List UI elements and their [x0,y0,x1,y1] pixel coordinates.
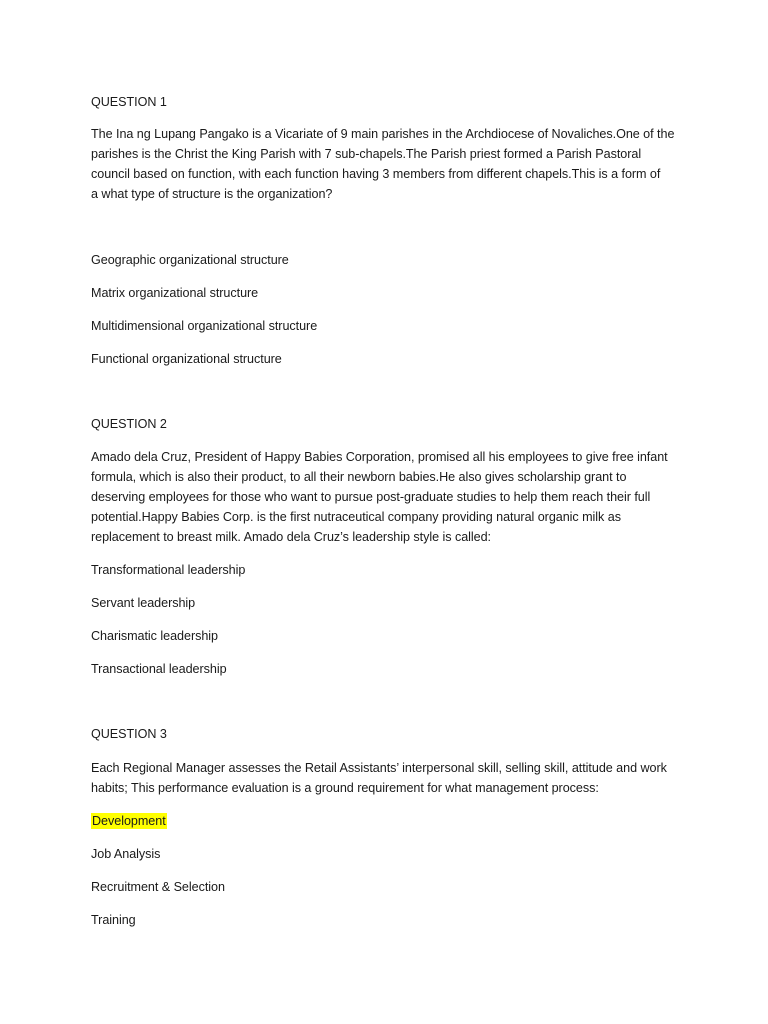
question-1-option-c: Multidimensional organizational structure [91,319,318,333]
question-2-body-line: deserving employees for those who want to pursue post-graduate studies to help them reach their full [91,490,651,504]
question-2-heading: QUESTION 2 [91,417,167,431]
question-1-body-line: a what type of structure is the organization? [91,187,333,201]
question-3-option-b: Job Analysis [91,847,161,861]
question-3-option-c: Recruitment & Selection [91,880,225,894]
question-3-body-line: Each Regional Manager assesses the Retail Assistants’ interpersonal skill, selling skill, attitude and work [91,761,667,775]
question-3-heading: QUESTION 3 [91,727,167,741]
question-1-option-a: Geographic organizational structure [91,253,289,267]
question-2-option-b: Servant leadership [91,596,196,610]
question-2-body-line: formula, which is also their product, to all their newborn babies.He also gives scholarship grant to [91,470,627,484]
question-2-body-line: potential.Happy Babies Corp. is the first nutraceutical company providing natural organic milk as [91,510,621,524]
question-1-body-line: parishes is the Christ the King Parish with 7 sub-chapels.The Parish priest formed a Parish Pastoral [91,147,642,161]
question-3-option-a [91,811,167,831]
question-1-option-b: Matrix organizational structure [91,286,259,300]
question-2-option-a: Transformational leadership [91,563,246,577]
question-2-body-line: replacement to breast milk. Amado dela Cruz’s leadership style is called: [91,530,492,544]
question-1-heading: QUESTION 1 [91,95,167,109]
question-1-option-d: Functional organizational structure [91,352,282,366]
question-2-body-line: Amado dela Cruz, President of Happy Babies Corporation, promised all his employees to give free infant [91,450,668,464]
question-3-body [91,758,681,798]
question-1-body-line: council based on function, with each function having 3 members from different chapels.This is a form of [91,167,661,181]
question-1-body-line: The Ina ng Lupang Pangako is a Vicariate of 9 main parishes in the Archdiocese of Novaliches.One of the [91,127,675,141]
question-1-body [91,124,681,204]
question-2-body [91,447,681,547]
question-2-option-c: Charismatic leadership [91,629,218,643]
highlighted-answer: Development [92,814,166,828]
question-2-option-d: Transactional leadership [91,662,227,676]
question-3-option-d: Training [91,913,136,927]
question-3-body-line: habits; This performance evaluation is a ground requirement for what management process: [91,781,599,795]
